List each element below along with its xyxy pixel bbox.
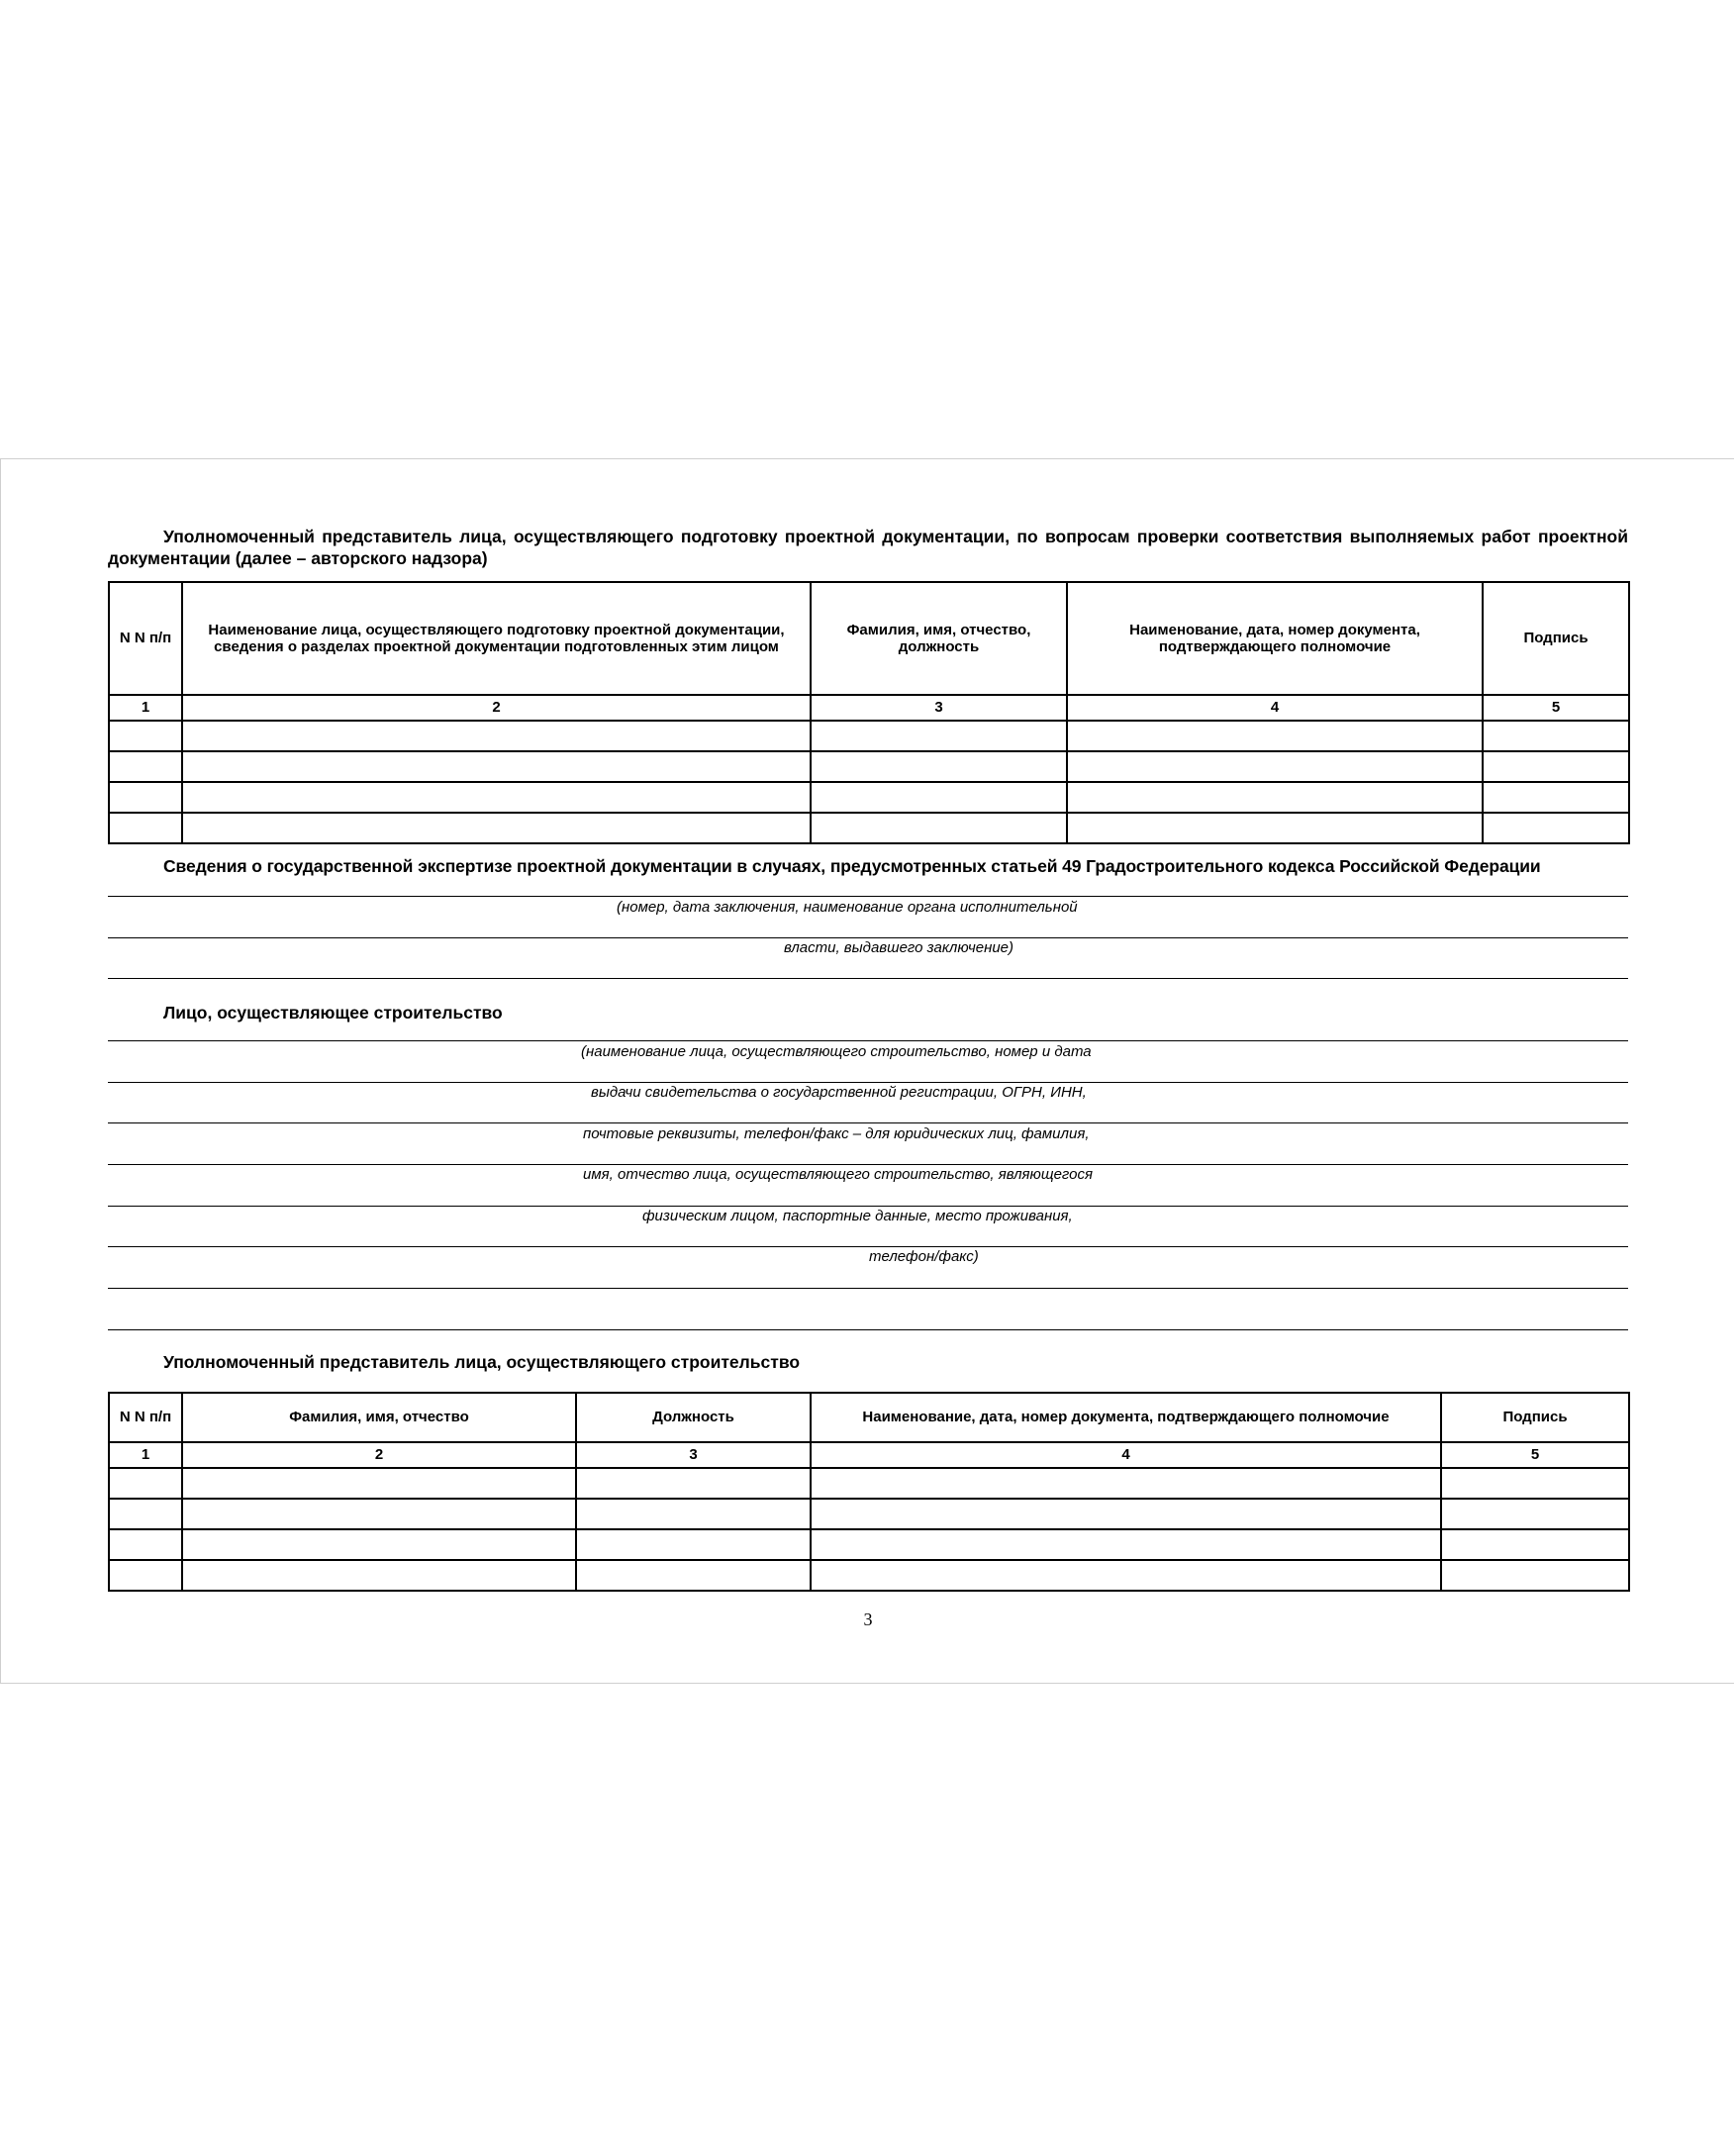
column-number: 5 — [1483, 695, 1629, 721]
table-header-row — [109, 582, 1629, 695]
fill-line[interactable] — [108, 1082, 1628, 1083]
table-cell[interactable] — [811, 813, 1067, 843]
column-number: 4 — [811, 1442, 1441, 1468]
page-number: 3 — [863, 1609, 873, 1629]
table-cell[interactable] — [109, 1499, 182, 1529]
header-cell: Фамилия, имя, отчество, должность — [811, 582, 1067, 695]
fill-line[interactable] — [108, 1246, 1628, 1247]
fill-line[interactable] — [108, 1164, 1628, 1165]
table-cell[interactable] — [576, 1468, 811, 1499]
header-cell: Подпись — [1441, 1393, 1629, 1442]
field-caption: почтовые реквизиты, телефон/факс – для юридических лиц, фамилия, — [583, 1125, 1090, 1142]
section-heading: Уполномоченный представитель лица, осуществляющего подготовку проектной документации, по вопросам проверки соответствия выполняемых работ проектной документации (далее – авторского надзора) — [108, 527, 1628, 568]
column-number: 1 — [109, 1442, 182, 1468]
fill-line[interactable] — [108, 1206, 1628, 1207]
table-cell[interactable] — [109, 813, 182, 843]
column-number: 5 — [1441, 1442, 1629, 1468]
table-cell[interactable] — [811, 1529, 1441, 1560]
field-caption: (наименование лица, осуществляющего строительство, номер и дата — [581, 1043, 1092, 1060]
field-caption: выдачи свидетельства о государственной регистрации, ОГРН, ИНН, — [591, 1084, 1087, 1101]
table-row — [109, 813, 1629, 843]
table-row — [109, 782, 1629, 813]
fill-line[interactable] — [108, 896, 1628, 897]
header-cell: Фамилия, имя, отчество — [182, 1393, 576, 1442]
table-row — [109, 721, 1629, 751]
section-state-expertise — [108, 855, 1628, 877]
header-cell: Наименование, дата, номер документа, подтверждающего полномочие — [811, 1393, 1441, 1442]
table-cell[interactable] — [109, 751, 182, 782]
table-row — [109, 1529, 1629, 1560]
table-cell[interactable] — [182, 813, 811, 843]
table-cell[interactable] — [109, 782, 182, 813]
table-cell[interactable] — [1067, 782, 1483, 813]
fill-line[interactable] — [108, 1040, 1628, 1041]
table-cell[interactable] — [109, 1560, 182, 1591]
builder-representative-table — [108, 1392, 1628, 1592]
table-cell[interactable] — [109, 1529, 182, 1560]
section-heading: Лицо, осуществляющее строительство — [163, 1003, 503, 1023]
table-cell[interactable] — [1067, 721, 1483, 751]
table-cell[interactable] — [182, 782, 811, 813]
table-cell[interactable] — [811, 782, 1067, 813]
table-cell[interactable] — [182, 1560, 576, 1591]
table-cell[interactable] — [182, 751, 811, 782]
table-cell[interactable] — [182, 1499, 576, 1529]
fill-line[interactable] — [108, 1122, 1628, 1123]
column-number: 4 — [1067, 695, 1483, 721]
table-row — [109, 1560, 1629, 1591]
column-number-row — [109, 1442, 1629, 1468]
table-cell[interactable] — [109, 1468, 182, 1499]
table-cell[interactable] — [1441, 1529, 1629, 1560]
fill-line[interactable] — [108, 1329, 1628, 1330]
field-caption: (номер, дата заключения, наименование органа исполнительной — [617, 899, 1078, 916]
table-cell[interactable] — [1483, 751, 1629, 782]
table-cell[interactable] — [182, 1468, 576, 1499]
table-cell[interactable] — [811, 1468, 1441, 1499]
column-number: 1 — [109, 695, 182, 721]
header-cell: Подпись — [1483, 582, 1629, 695]
author-supervision-table — [108, 581, 1628, 844]
table-cell[interactable] — [1441, 1468, 1629, 1499]
table-row — [109, 1468, 1629, 1499]
fill-line[interactable] — [108, 1288, 1628, 1289]
header-cell: N N п/п — [109, 582, 182, 695]
table-cell[interactable] — [1067, 813, 1483, 843]
field-caption: имя, отчество лица, осуществляющего строительство, являющегося — [583, 1166, 1094, 1183]
column-number: 3 — [811, 695, 1067, 721]
section-builder — [108, 1002, 1628, 1023]
column-number-row — [109, 695, 1629, 721]
field-caption: власти, выдавшего заключение) — [784, 939, 1014, 956]
builder-fill-lines — [108, 1040, 1628, 1332]
table-header-row — [109, 1393, 1629, 1442]
fill-line[interactable] — [108, 978, 1628, 979]
header-cell: Наименование, дата, номер документа, подтверждающего полномочие — [1067, 582, 1483, 695]
header-cell: N N п/п — [109, 1393, 182, 1442]
section-author-supervision — [108, 526, 1628, 569]
table-cell[interactable] — [1483, 782, 1629, 813]
table-cell[interactable] — [1483, 721, 1629, 751]
header-cell: Наименование лица, осуществляющего подготовку проектной документации, сведения о разделах проектной документации подготовленных этим лицом — [182, 582, 811, 695]
fill-line[interactable] — [108, 937, 1628, 938]
column-number: 3 — [576, 1442, 811, 1468]
table-cell[interactable] — [576, 1499, 811, 1529]
table-cell[interactable] — [811, 1499, 1441, 1529]
header-cell: Должность — [576, 1393, 811, 1442]
table-cell[interactable] — [1441, 1560, 1629, 1591]
table-cell[interactable] — [576, 1529, 811, 1560]
table-cell[interactable] — [811, 751, 1067, 782]
table-cell[interactable] — [1483, 813, 1629, 843]
table-cell[interactable] — [1067, 751, 1483, 782]
table-cell[interactable] — [811, 721, 1067, 751]
section-builder-representative — [108, 1351, 1628, 1373]
column-number: 2 — [182, 1442, 576, 1468]
field-caption: физическим лицом, паспортные данные, место проживания, — [642, 1208, 1073, 1224]
table-cell[interactable] — [109, 721, 182, 751]
table-row — [109, 1499, 1629, 1529]
section-heading: Уполномоченный представитель лица, осуществляющего строительство — [163, 1352, 801, 1372]
table-cell[interactable] — [182, 1529, 576, 1560]
section-heading: Сведения о государственной экспертизе проектной документации в случаях, предусмотренных статьей 49 Градостроительного кодекса Российской Федерации — [163, 856, 1541, 876]
expertise-fill-lines — [108, 896, 1628, 980]
table-row — [109, 751, 1629, 782]
table-cell[interactable] — [1441, 1499, 1629, 1529]
table-cell[interactable] — [576, 1560, 811, 1591]
table-cell[interactable] — [811, 1560, 1441, 1591]
column-number: 2 — [182, 695, 811, 721]
field-caption: телефон/факс) — [869, 1248, 979, 1265]
table-cell[interactable] — [182, 721, 811, 751]
